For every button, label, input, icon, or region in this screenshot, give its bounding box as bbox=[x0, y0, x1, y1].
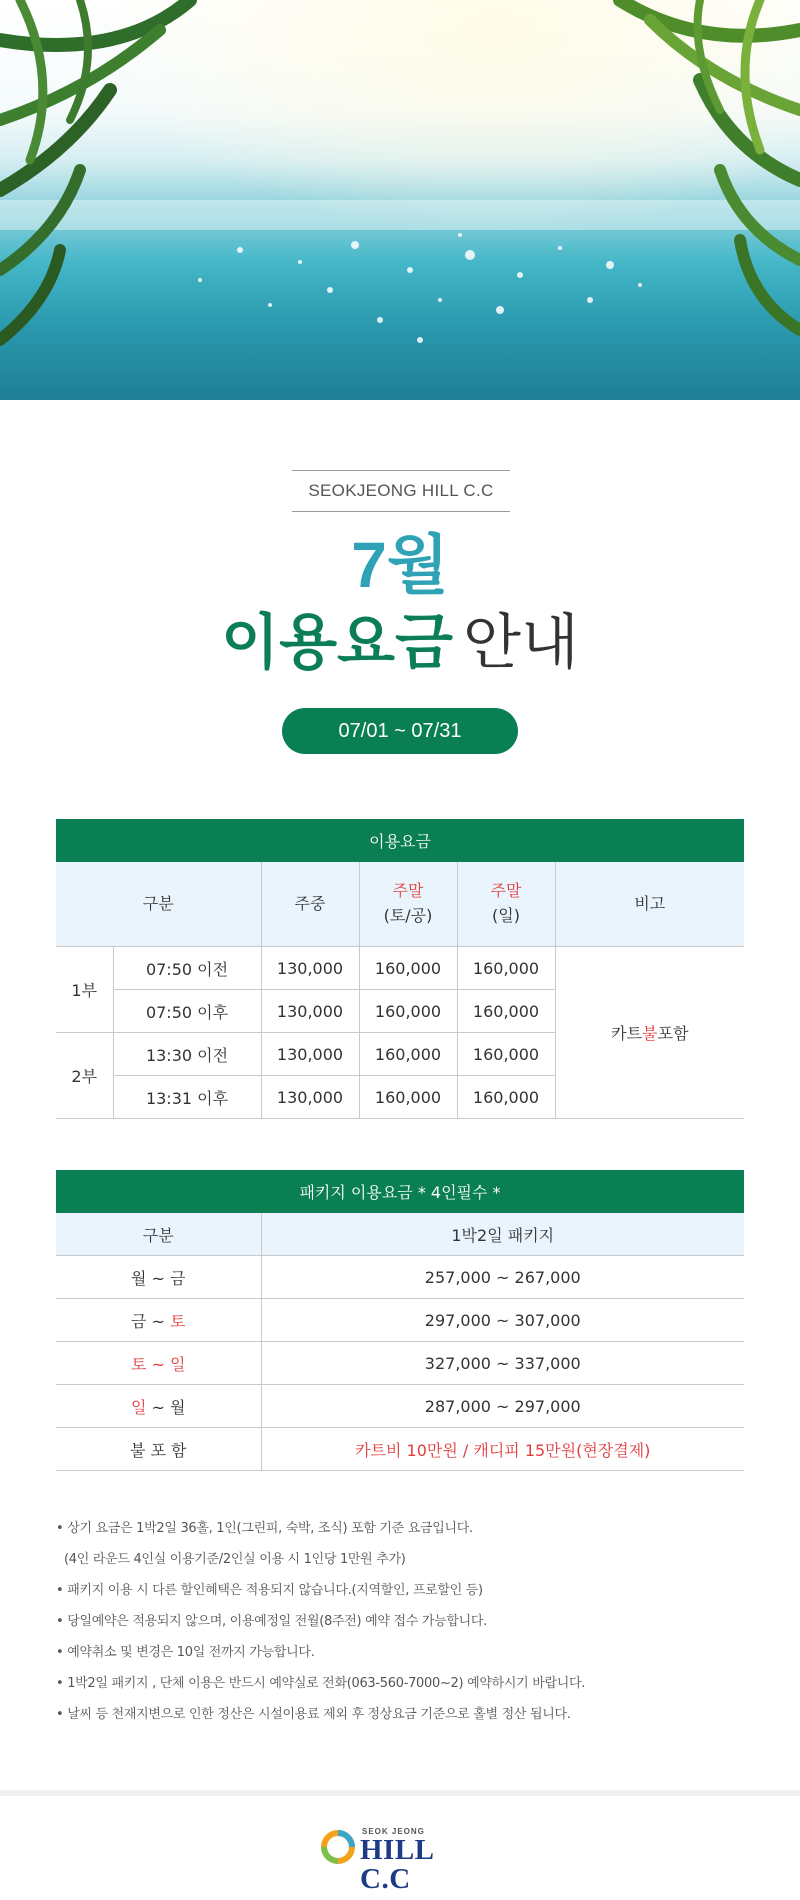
day-end: 월 bbox=[170, 1397, 186, 1417]
day-end: 토 bbox=[170, 1311, 186, 1331]
session-name: 2부 bbox=[56, 1033, 113, 1119]
session-time: 13:30 이전 bbox=[113, 1033, 261, 1076]
table-row bbox=[56, 1385, 744, 1428]
title-main-light: 안내 bbox=[462, 608, 579, 678]
table-row bbox=[56, 1256, 744, 1299]
fee-note-red: 불 bbox=[642, 1024, 658, 1043]
price-weekend-sat: 160,000 bbox=[359, 990, 457, 1033]
package-table-title: 패키지 이용요금 * 4인필수 * bbox=[56, 1171, 744, 1213]
header-weekend-sat-sub: (토/공) bbox=[383, 906, 433, 925]
package-price: 297,000 ~ 307,000 bbox=[261, 1299, 744, 1342]
note-item: • 날씨 등 천재지변으로 인한 정산은 시설이용료 제외 후 정상요금 기준으로 홀별 정산 됩니다. bbox=[56, 1707, 571, 1722]
price-weekday: 130,000 bbox=[261, 1033, 359, 1076]
package-days bbox=[56, 1299, 261, 1342]
logo-small-text: SEOK JEONG bbox=[362, 1827, 425, 1836]
logo-ring-icon bbox=[320, 1829, 356, 1865]
table-row bbox=[56, 947, 744, 990]
period-badge: 07/01 ~ 07/31 bbox=[282, 708, 518, 754]
table-row bbox=[56, 1299, 744, 1342]
title-main-bold: 이용요금 bbox=[221, 608, 453, 678]
day-sep: ~ bbox=[146, 1268, 171, 1288]
hero-illustration bbox=[0, 0, 800, 400]
package-table-header-row bbox=[56, 1213, 744, 1256]
note-item: (4인 라운드 4인실 이용기준/2인실 이용 시 1인당 1만원 추가) bbox=[64, 1552, 406, 1567]
fee-table-header-row bbox=[56, 862, 744, 947]
exclusion-label: 불 포 함 bbox=[56, 1428, 261, 1471]
price-weekend-sun: 160,000 bbox=[457, 1076, 555, 1119]
header-weekend-sun-sub: (일) bbox=[492, 906, 520, 925]
session-time: 07:50 이후 bbox=[113, 990, 261, 1033]
brand-label: SEOKJEONG HILL C.C bbox=[292, 470, 510, 512]
day-sep: ~ bbox=[146, 1397, 171, 1417]
logo-big-text: HILL C.C bbox=[360, 1834, 433, 1895]
package-days bbox=[56, 1256, 261, 1299]
day-start: 월 bbox=[130, 1268, 147, 1288]
day-start: 금 bbox=[130, 1311, 147, 1331]
session-time: 07:50 이전 bbox=[113, 947, 261, 990]
package-days bbox=[56, 1342, 261, 1385]
notes-list bbox=[56, 1513, 756, 1730]
table-row bbox=[56, 1342, 744, 1385]
day-sep: ~ bbox=[146, 1354, 171, 1374]
header-category: 구분 bbox=[56, 862, 261, 947]
fee-note bbox=[555, 947, 744, 1119]
header-category: 구분 bbox=[56, 1213, 261, 1256]
price-weekend-sun: 160,000 bbox=[457, 990, 555, 1033]
price-weekend-sat: 160,000 bbox=[359, 1076, 457, 1119]
header-package: 1박2일 패키지 bbox=[261, 1213, 744, 1256]
session-time: 13:31 이후 bbox=[113, 1076, 261, 1119]
header-weekend-sun bbox=[457, 862, 555, 947]
package-table bbox=[56, 1170, 744, 1471]
package-price: 287,000 ~ 297,000 bbox=[261, 1385, 744, 1428]
fee-table bbox=[56, 819, 744, 1119]
title-month: 7월 bbox=[351, 529, 449, 601]
page-title bbox=[0, 610, 800, 676]
fee-note-post: 포함 bbox=[657, 1024, 689, 1043]
note-item: • 예약취소 및 변경은 10일 전까지 가능합니다. bbox=[56, 1645, 315, 1660]
day-end: 금 bbox=[170, 1268, 186, 1288]
price-weekend-sat: 160,000 bbox=[359, 1033, 457, 1076]
day-start: 토 bbox=[130, 1354, 147, 1374]
fee-table-title: 이용요금 bbox=[56, 820, 744, 862]
header-weekend-sun-label: 주말 bbox=[490, 881, 522, 901]
header-weekend-sat-label: 주말 bbox=[392, 881, 424, 901]
package-days bbox=[56, 1385, 261, 1428]
fee-note-pre: 카트 bbox=[611, 1024, 643, 1043]
price-weekday: 130,000 bbox=[261, 990, 359, 1033]
price-weekend-sun: 160,000 bbox=[457, 947, 555, 990]
footer-divider bbox=[0, 1790, 800, 1796]
header-weekend-sat bbox=[359, 862, 457, 947]
package-price: 257,000 ~ 267,000 bbox=[261, 1256, 744, 1299]
header-note: 비고 bbox=[555, 862, 744, 947]
session-name: 1부 bbox=[56, 947, 113, 1033]
price-weekend-sun: 160,000 bbox=[457, 1033, 555, 1076]
package-price: 327,000 ~ 337,000 bbox=[261, 1342, 744, 1385]
note-item: • 상기 요금은 1박2일 36홀, 1인(그린피, 숙박, 조식) 포함 기준 요금입니다. bbox=[56, 1521, 473, 1536]
footer-logo bbox=[320, 1825, 490, 1895]
note-item: • 1박2일 패키지 , 단체 이용은 반드시 예약실로 전화(063-560-7000~2) 예약하시기 바랍니다. bbox=[56, 1676, 586, 1691]
price-weekday: 130,000 bbox=[261, 947, 359, 990]
price-weekend-sat: 160,000 bbox=[359, 947, 457, 990]
note-item: • 패키지 이용 시 다른 할인혜택은 적용되지 않습니다.(지역할인, 프로할인 등) bbox=[56, 1583, 483, 1598]
exclusion-value: 카트비 10만원 / 캐디피 15만원(현장결제) bbox=[261, 1428, 744, 1471]
day-sep: ~ bbox=[146, 1311, 171, 1331]
price-weekday: 130,000 bbox=[261, 1076, 359, 1119]
day-start: 일 bbox=[130, 1397, 147, 1417]
header-weekday: 주중 bbox=[261, 862, 359, 947]
hero-image bbox=[0, 0, 800, 400]
day-end: 일 bbox=[170, 1354, 186, 1374]
table-row bbox=[56, 1428, 744, 1471]
note-item: • 당일예약은 적용되지 않으며, 이용예정일 전월(8주전) 예약 접수 가능합니다. bbox=[56, 1614, 487, 1629]
